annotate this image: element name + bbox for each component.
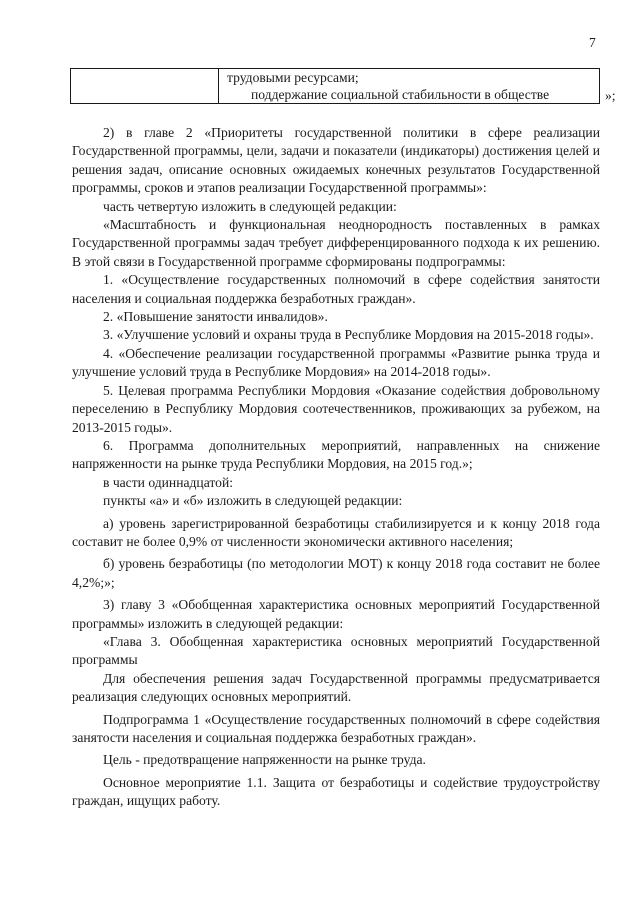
paragraph-subprogram-2: 2. «Повышение занятости инвалидов».: [103, 309, 328, 325]
paragraph-points-intro: пункты «а» и «б» изложить в следующей редакции:: [103, 493, 403, 509]
continued-table-fragment: [70, 68, 600, 104]
paragraph-subprogram-1-heading: Подпрограмма 1 «Осуществление государственных полномочий в сфере содействия занятости населения и социальная поддержка безработных граждан».: [72, 711, 600, 745]
paragraph-goal: Цель - предотвращение напряженности на рынке труда.: [103, 752, 426, 768]
paragraph-subprogram-3: 3. «Улучшение условий и охраны труда в Республике Мордовия на 2015-2018 годы».: [103, 327, 594, 343]
paragraph-point-a: а) уровень зарегистрированной безработицы стабилизируется и к концу 2018 года составит не более 0,9% от численности экономически активного населения;: [72, 515, 600, 549]
paragraph-subprograms-intro: «Масштабность и функциональная неоднородность поставленных в рамках Государственной программы задач требует дифференцированного подхода к их решению. В этой связи в Государственной программе сформированы подпрограммы:: [72, 217, 600, 269]
document-body: [72, 124, 600, 811]
table-cell-line-2: поддержание социальной стабильности в обществе: [251, 87, 550, 102]
paragraph-chapter3-amendment: 3) главу 3 «Обобщенная характеристика основных мероприятий Государственной программы» изложить в следующей редакции:: [72, 597, 600, 631]
paragraph-subprogram-4: 4. «Обеспечение реализации государственной программы «Развитие рынка труда и улучшение условий труда в Республике Мордовия» на 2014-2018 годы».: [72, 345, 600, 380]
table-cell-line-1: трудовыми ресурсами;: [227, 70, 359, 85]
table-cell-empty: [71, 69, 219, 104]
paragraph-part4-intro: часть четвертую изложить в следующей редакции:: [103, 198, 397, 214]
paragraph-chapter3-title: «Глава 3. Обобщенная характеристика основных мероприятий Государственной программы: [72, 633, 600, 668]
paragraph-point-b: б) уровень безработицы (по методологии МОТ) к концу 2018 года составит не более 4,2%;»;: [72, 556, 600, 590]
paragraph-chapter2-amendment: 2) в главе 2 «Приоритеты государственной политики в сфере реализации Государственной программы, цели, задачи и показатели (индикаторы) достижения целей и решения задач, описание основных ожидаемых конечных результатов Государственной программы, сроков и этапов реализации Государственной программы»:: [72, 125, 600, 196]
table-closing-quote: »;: [605, 88, 616, 103]
paragraph-subprogram-1: 1. «Осуществление государственных полномочий в сфере содействия занятости населения и социальная поддержка безработных граждан».: [72, 272, 600, 306]
paragraph-subprogram-5: 5. Целевая программа Республики Мордовия «Оказание содействия добровольному переселению в Республику Мордовия соотечественников, проживающих за рубежом, на 2013-2015 годы».: [72, 382, 600, 435]
table-row: [71, 69, 600, 104]
paragraph-activities-intro: Для обеспечения решения задач Государственной программы предусматривается реализация следующих основных мероприятий.: [72, 670, 600, 705]
paragraph-part11-intro: в части одиннадцатой:: [103, 474, 233, 490]
table-cell-text: [219, 69, 600, 104]
paragraph-main-activity-1-1: Основное мероприятие 1.1. Защита от безработицы и содействие трудоустройству граждан, ищущих работу.: [72, 774, 600, 809]
page-number: 7: [589, 35, 596, 50]
paragraph-subprogram-6: 6. Программа дополнительных мероприятий, направленных на снижение напряженности на рынке труда Республики Мордовия, на 2015 год.»;: [72, 437, 600, 472]
